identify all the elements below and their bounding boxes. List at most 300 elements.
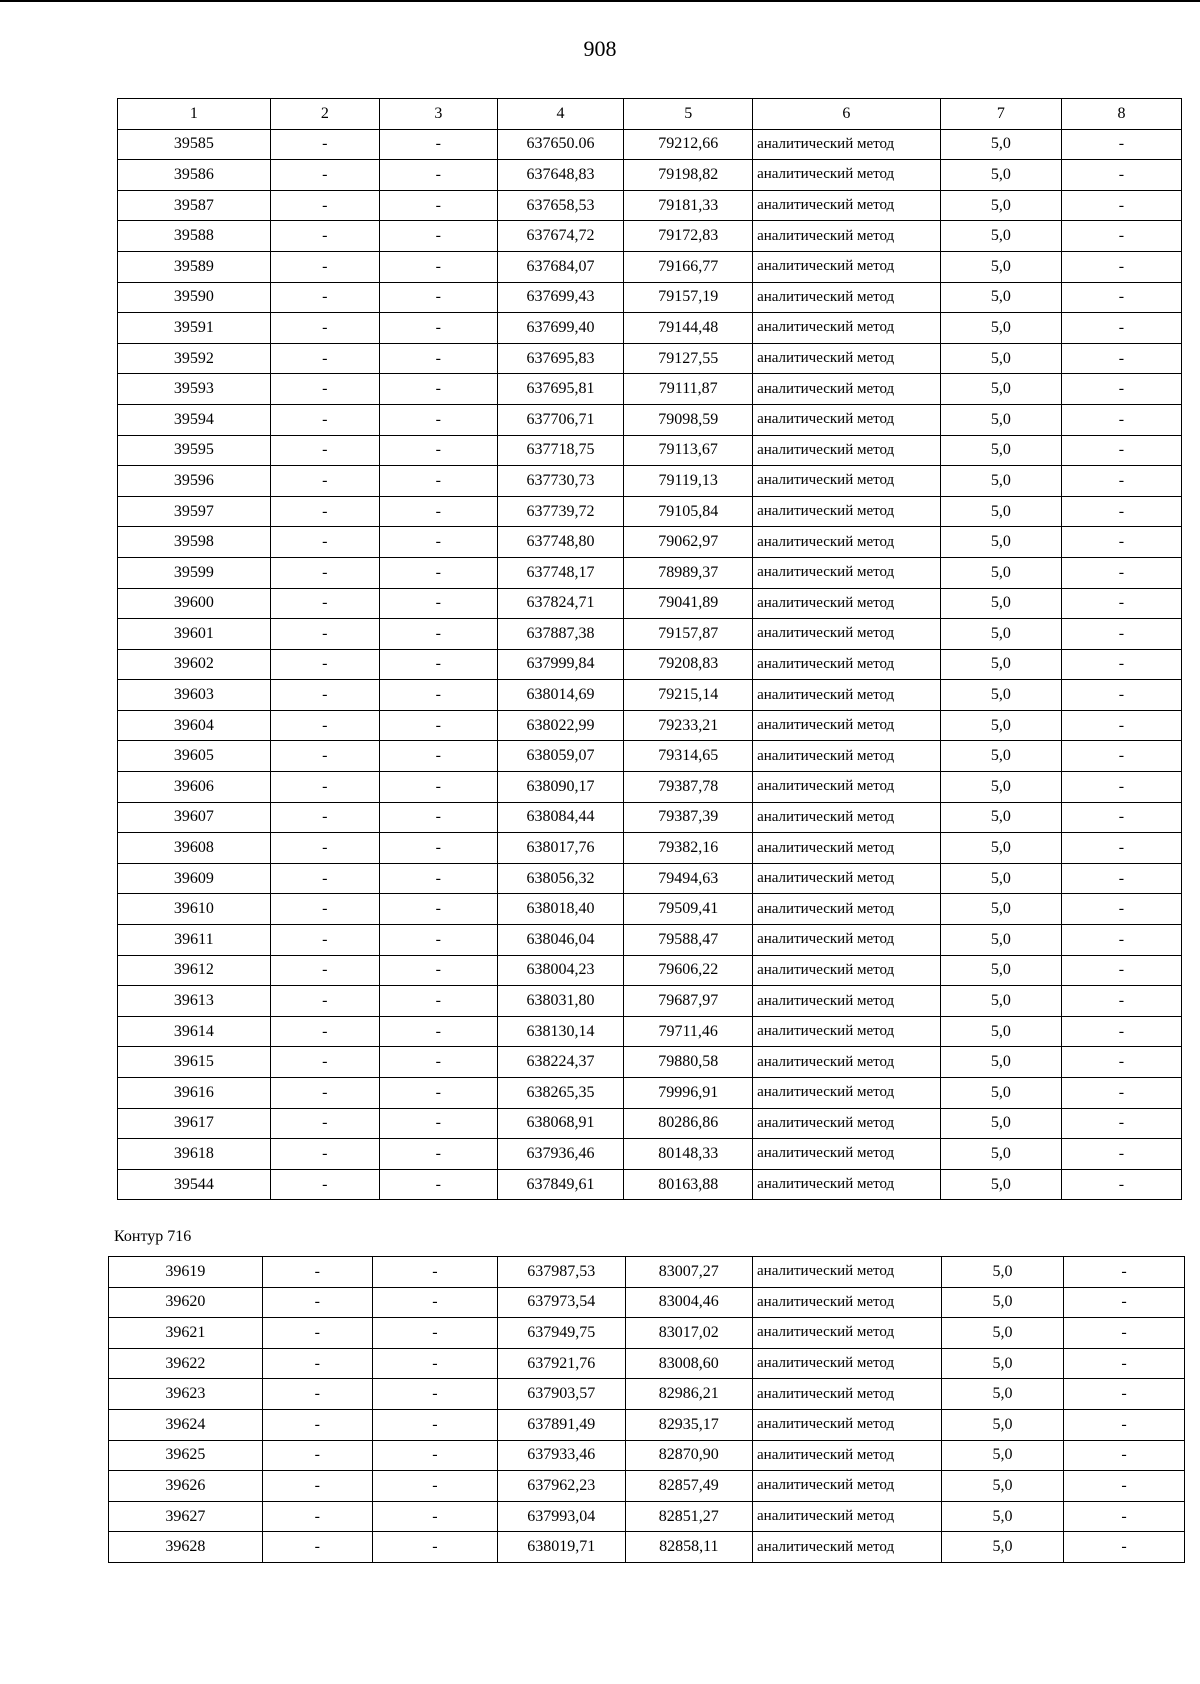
col-8-cell: - <box>1061 435 1181 466</box>
point-number-cell: 39602 <box>118 649 271 680</box>
point-number-cell: 39599 <box>118 557 271 588</box>
col-2-cell: - <box>270 343 379 374</box>
col-8-cell: - <box>1061 772 1181 803</box>
col-3-cell: - <box>379 955 497 986</box>
table-row <box>118 221 1182 252</box>
col-3-cell: - <box>379 251 497 282</box>
point-number-cell: 39621 <box>109 1318 263 1349</box>
table-row <box>109 1471 1185 1502</box>
x-coordinate-cell: 638004,23 <box>497 955 624 986</box>
col-3-cell: - <box>379 404 497 435</box>
y-coordinate-cell: 83008,60 <box>625 1348 752 1379</box>
col-3-cell: - <box>379 863 497 894</box>
col-2-cell: - <box>270 863 379 894</box>
point-number-cell: 39594 <box>118 404 271 435</box>
y-coordinate-cell: 79157,87 <box>624 619 753 650</box>
col-3-cell: - <box>379 741 497 772</box>
table-row <box>118 190 1182 221</box>
col-8-cell: - <box>1061 129 1181 160</box>
col-3-cell: - <box>379 1047 497 1078</box>
col-3-cell: - <box>379 282 497 313</box>
table-row <box>118 1169 1182 1200</box>
accuracy-cell: 5,0 <box>940 313 1061 344</box>
y-coordinate-cell: 79215,14 <box>624 680 753 711</box>
x-coordinate-cell: 637933,46 <box>498 1440 625 1471</box>
x-coordinate-cell: 637648,83 <box>497 160 624 191</box>
y-coordinate-cell: 80286,86 <box>624 1108 753 1139</box>
method-cell: аналитический метод <box>753 1047 941 1078</box>
table-row <box>118 1139 1182 1170</box>
method-cell: аналитический метод <box>753 925 941 956</box>
y-coordinate-cell: 79606,22 <box>624 955 753 986</box>
col-8-cell: - <box>1061 466 1181 497</box>
accuracy-cell: 5,0 <box>940 496 1061 527</box>
col-2-cell: - <box>270 1078 379 1109</box>
col-3-cell: - <box>379 374 497 405</box>
col-8-cell: - <box>1061 925 1181 956</box>
table-row <box>109 1440 1185 1471</box>
point-number-cell: 39604 <box>118 710 271 741</box>
table-row <box>109 1409 1185 1440</box>
x-coordinate-cell: 637824,71 <box>497 588 624 619</box>
col-3-cell: - <box>379 160 497 191</box>
x-coordinate-cell: 637987,53 <box>498 1257 625 1288</box>
col-3-cell: - <box>372 1440 497 1471</box>
accuracy-cell: 5,0 <box>940 160 1061 191</box>
col-3-cell: - <box>379 1078 497 1109</box>
x-coordinate-cell: 637887,38 <box>497 619 624 650</box>
point-number-cell: 39596 <box>118 466 271 497</box>
x-coordinate-cell: 637695,83 <box>497 343 624 374</box>
col-2-cell: - <box>270 374 379 405</box>
method-cell: аналитический метод <box>753 1379 942 1410</box>
accuracy-cell: 5,0 <box>940 1078 1061 1109</box>
page-top-border <box>0 0 1200 2</box>
x-coordinate-cell: 638017,76 <box>497 833 624 864</box>
point-number-cell: 39591 <box>118 313 271 344</box>
accuracy-cell: 5,0 <box>940 649 1061 680</box>
accuracy-cell: 5,0 <box>940 863 1061 894</box>
col-8-cell: - <box>1061 680 1181 711</box>
table-row <box>118 129 1182 160</box>
point-number-cell: 39586 <box>118 160 271 191</box>
method-cell: аналитический метод <box>753 221 941 252</box>
accuracy-cell: 5,0 <box>940 772 1061 803</box>
method-cell: аналитический метод <box>753 343 941 374</box>
x-coordinate-cell: 637973,54 <box>498 1287 625 1318</box>
method-cell: аналитический метод <box>753 1169 941 1200</box>
col-8-cell: - <box>1064 1501 1185 1532</box>
accuracy-cell: 5,0 <box>940 1169 1061 1200</box>
x-coordinate-cell: 637650.06 <box>497 129 624 160</box>
coordinates-table <box>117 98 1182 1200</box>
point-number-cell: 39585 <box>118 129 271 160</box>
col-3-cell: - <box>379 772 497 803</box>
col-8-cell: - <box>1061 374 1181 405</box>
method-cell: аналитический метод <box>753 160 941 191</box>
method-cell: аналитический метод <box>753 1318 942 1349</box>
accuracy-cell: 5,0 <box>942 1287 1064 1318</box>
column-header: 8 <box>1061 99 1181 130</box>
col-2-cell: - <box>270 190 379 221</box>
y-coordinate-cell: 79041,89 <box>624 588 753 619</box>
accuracy-cell: 5,0 <box>942 1348 1064 1379</box>
y-coordinate-cell: 79996,91 <box>624 1078 753 1109</box>
x-coordinate-cell: 638022,99 <box>497 710 624 741</box>
x-coordinate-cell: 637891,49 <box>498 1409 625 1440</box>
col-2-cell: - <box>262 1471 372 1502</box>
y-coordinate-cell: 79588,47 <box>624 925 753 956</box>
point-number-cell: 39619 <box>109 1257 263 1288</box>
point-number-cell: 39616 <box>118 1078 271 1109</box>
y-coordinate-cell: 79113,67 <box>624 435 753 466</box>
point-number-cell: 39622 <box>109 1348 263 1379</box>
col-8-cell: - <box>1061 649 1181 680</box>
col-2-cell: - <box>262 1379 372 1410</box>
column-header: 4 <box>497 99 624 130</box>
method-cell: аналитический метод <box>753 710 941 741</box>
col-8-cell: - <box>1064 1287 1185 1318</box>
method-cell: аналитический метод <box>753 894 941 925</box>
column-header: 3 <box>379 99 497 130</box>
col-2-cell: - <box>262 1440 372 1471</box>
point-number-cell: 39598 <box>118 527 271 558</box>
y-coordinate-cell: 78989,37 <box>624 557 753 588</box>
x-coordinate-cell: 637962,23 <box>498 1471 625 1502</box>
col-3-cell: - <box>379 1016 497 1047</box>
point-number-cell: 39600 <box>118 588 271 619</box>
x-coordinate-cell: 637739,72 <box>497 496 624 527</box>
table-row <box>118 1078 1182 1109</box>
x-coordinate-cell: 637921,76 <box>498 1348 625 1379</box>
col-2-cell: - <box>270 282 379 313</box>
col-3-cell: - <box>379 221 497 252</box>
x-coordinate-cell: 637936,46 <box>497 1139 624 1170</box>
table-row <box>118 160 1182 191</box>
point-number-cell: 39611 <box>118 925 271 956</box>
x-coordinate-cell: 638046,04 <box>497 925 624 956</box>
table-row <box>118 1016 1182 1047</box>
col-2-cell: - <box>270 527 379 558</box>
point-number-cell: 39606 <box>118 772 271 803</box>
point-number-cell: 39601 <box>118 619 271 650</box>
col-3-cell: - <box>379 466 497 497</box>
y-coordinate-cell: 82851,27 <box>625 1501 752 1532</box>
table-row <box>118 741 1182 772</box>
table-row <box>118 772 1182 803</box>
col-2-cell: - <box>262 1348 372 1379</box>
method-cell: аналитический метод <box>753 313 941 344</box>
col-8-cell: - <box>1061 1108 1181 1139</box>
method-cell: аналитический метод <box>753 190 941 221</box>
col-8-cell: - <box>1064 1409 1185 1440</box>
col-3-cell: - <box>372 1501 497 1532</box>
col-8-cell: - <box>1064 1532 1185 1563</box>
table-row <box>118 1047 1182 1078</box>
method-cell: аналитический метод <box>753 588 941 619</box>
accuracy-cell: 5,0 <box>940 955 1061 986</box>
col-3-cell: - <box>379 649 497 680</box>
table-row <box>109 1257 1185 1288</box>
column-header: 1 <box>118 99 271 130</box>
col-8-cell: - <box>1064 1440 1185 1471</box>
point-number-cell: 39544 <box>118 1169 271 1200</box>
col-8-cell: - <box>1064 1348 1185 1379</box>
col-8-cell: - <box>1061 527 1181 558</box>
col-2-cell: - <box>270 221 379 252</box>
point-number-cell: 39595 <box>118 435 271 466</box>
method-cell: аналитический метод <box>753 1440 942 1471</box>
x-coordinate-cell: 637949,75 <box>498 1318 625 1349</box>
y-coordinate-cell: 79509,41 <box>624 894 753 925</box>
method-cell: аналитический метод <box>753 374 941 405</box>
col-2-cell: - <box>270 435 379 466</box>
method-cell: аналитический метод <box>753 129 941 160</box>
accuracy-cell: 5,0 <box>940 190 1061 221</box>
method-cell: аналитический метод <box>753 986 941 1017</box>
col-3-cell: - <box>379 343 497 374</box>
x-coordinate-cell: 637903,57 <box>498 1379 625 1410</box>
col-2-cell: - <box>270 496 379 527</box>
col-3-cell: - <box>379 1108 497 1139</box>
col-2-cell: - <box>262 1532 372 1563</box>
accuracy-cell: 5,0 <box>940 221 1061 252</box>
method-cell: аналитический метод <box>753 1139 941 1170</box>
col-8-cell: - <box>1061 588 1181 619</box>
y-coordinate-cell: 79127,55 <box>624 343 753 374</box>
table-row <box>118 894 1182 925</box>
point-number-cell: 39608 <box>118 833 271 864</box>
col-3-cell: - <box>379 986 497 1017</box>
x-coordinate-cell: 638018,40 <box>497 894 624 925</box>
col-8-cell: - <box>1061 863 1181 894</box>
point-number-cell: 39605 <box>118 741 271 772</box>
method-cell: аналитический метод <box>753 833 941 864</box>
col-3-cell: - <box>379 557 497 588</box>
method-cell: аналитический метод <box>753 741 941 772</box>
x-coordinate-cell: 637730,73 <box>497 466 624 497</box>
col-3-cell: - <box>379 435 497 466</box>
x-coordinate-cell: 637658,53 <box>497 190 624 221</box>
accuracy-cell: 5,0 <box>940 802 1061 833</box>
col-2-cell: - <box>270 741 379 772</box>
col-2-cell: - <box>270 251 379 282</box>
method-cell: аналитический метод <box>753 1471 942 1502</box>
y-coordinate-cell: 79062,97 <box>624 527 753 558</box>
contour-label: Контур 716 <box>114 1228 192 1245</box>
col-2-cell: - <box>262 1318 372 1349</box>
accuracy-cell: 5,0 <box>940 404 1061 435</box>
x-coordinate-cell: 638224,37 <box>497 1047 624 1078</box>
table-row <box>118 374 1182 405</box>
col-8-cell: - <box>1061 833 1181 864</box>
col-2-cell: - <box>270 466 379 497</box>
col-8-cell: - <box>1061 160 1181 191</box>
point-number-cell: 39603 <box>118 680 271 711</box>
method-cell: аналитический метод <box>753 1016 941 1047</box>
accuracy-cell: 5,0 <box>940 435 1061 466</box>
col-2-cell: - <box>270 588 379 619</box>
y-coordinate-cell: 79387,39 <box>624 802 753 833</box>
table-row <box>118 802 1182 833</box>
table-row <box>118 833 1182 864</box>
y-coordinate-cell: 79198,82 <box>624 160 753 191</box>
accuracy-cell: 5,0 <box>940 282 1061 313</box>
col-3-cell: - <box>379 1169 497 1200</box>
y-coordinate-cell: 79494,63 <box>624 863 753 894</box>
accuracy-cell: 5,0 <box>942 1471 1064 1502</box>
table-row <box>118 251 1182 282</box>
y-coordinate-cell: 82858,11 <box>625 1532 752 1563</box>
point-number-cell: 39628 <box>109 1532 263 1563</box>
point-number-cell: 39609 <box>118 863 271 894</box>
col-2-cell: - <box>262 1501 372 1532</box>
col-8-cell: - <box>1064 1257 1185 1288</box>
x-coordinate-cell: 638059,07 <box>497 741 624 772</box>
col-8-cell: - <box>1061 710 1181 741</box>
table-row <box>118 466 1182 497</box>
method-cell: аналитический метод <box>753 404 941 435</box>
col-8-cell: - <box>1061 1139 1181 1170</box>
method-cell: аналитический метод <box>753 1409 942 1440</box>
y-coordinate-cell: 82986,21 <box>625 1379 752 1410</box>
y-coordinate-cell: 79387,78 <box>624 772 753 803</box>
table-row <box>118 527 1182 558</box>
point-number-cell: 39627 <box>109 1501 263 1532</box>
y-coordinate-cell: 79144,48 <box>624 313 753 344</box>
col-8-cell: - <box>1061 741 1181 772</box>
table-row <box>118 1108 1182 1139</box>
table-row <box>118 710 1182 741</box>
point-number-cell: 39615 <box>118 1047 271 1078</box>
col-8-cell: - <box>1061 282 1181 313</box>
method-cell: аналитический метод <box>753 1078 941 1109</box>
method-cell: аналитический метод <box>753 466 941 497</box>
col-8-cell: - <box>1061 404 1181 435</box>
y-coordinate-cell: 79166,77 <box>624 251 753 282</box>
accuracy-cell: 5,0 <box>940 557 1061 588</box>
accuracy-cell: 5,0 <box>940 833 1061 864</box>
x-coordinate-cell: 638019,71 <box>498 1532 625 1563</box>
header-row <box>118 99 1182 130</box>
method-cell: аналитический метод <box>753 1287 942 1318</box>
col-8-cell: - <box>1061 619 1181 650</box>
y-coordinate-cell: 79157,19 <box>624 282 753 313</box>
method-cell: аналитический метод <box>753 435 941 466</box>
col-2-cell: - <box>262 1409 372 1440</box>
col-3-cell: - <box>379 588 497 619</box>
accuracy-cell: 5,0 <box>942 1440 1064 1471</box>
table-row <box>118 986 1182 1017</box>
table-row <box>118 925 1182 956</box>
accuracy-cell: 5,0 <box>940 466 1061 497</box>
accuracy-cell: 5,0 <box>940 710 1061 741</box>
accuracy-cell: 5,0 <box>940 619 1061 650</box>
col-2-cell: - <box>270 404 379 435</box>
col-2-cell: - <box>270 772 379 803</box>
col-8-cell: - <box>1061 1016 1181 1047</box>
contour-716-table <box>108 1256 1185 1563</box>
col-8-cell: - <box>1064 1379 1185 1410</box>
table-row <box>118 313 1182 344</box>
accuracy-cell: 5,0 <box>940 680 1061 711</box>
y-coordinate-cell: 82857,49 <box>625 1471 752 1502</box>
point-number-cell: 39592 <box>118 343 271 374</box>
table-row <box>118 588 1182 619</box>
y-coordinate-cell: 79181,33 <box>624 190 753 221</box>
col-8-cell: - <box>1061 313 1181 344</box>
method-cell: аналитический метод <box>753 1532 942 1563</box>
col-3-cell: - <box>379 129 497 160</box>
col-2-cell: - <box>270 1169 379 1200</box>
col-2-cell: - <box>270 557 379 588</box>
accuracy-cell: 5,0 <box>942 1257 1064 1288</box>
method-cell: аналитический метод <box>753 527 941 558</box>
col-8-cell: - <box>1061 894 1181 925</box>
col-8-cell: - <box>1061 251 1181 282</box>
accuracy-cell: 5,0 <box>940 1108 1061 1139</box>
accuracy-cell: 5,0 <box>940 1016 1061 1047</box>
method-cell: аналитический метод <box>753 251 941 282</box>
y-coordinate-cell: 79119,13 <box>624 466 753 497</box>
col-2-cell: - <box>262 1287 372 1318</box>
col-3-cell: - <box>379 619 497 650</box>
accuracy-cell: 5,0 <box>940 1139 1061 1170</box>
col-3-cell: - <box>379 833 497 864</box>
accuracy-cell: 5,0 <box>940 527 1061 558</box>
table-row <box>118 955 1182 986</box>
col-2-cell: - <box>270 925 379 956</box>
col-3-cell: - <box>372 1379 497 1410</box>
col-2-cell: - <box>270 986 379 1017</box>
col-2-cell: - <box>270 710 379 741</box>
col-2-cell: - <box>270 313 379 344</box>
table-row <box>118 282 1182 313</box>
x-coordinate-cell: 637849,61 <box>497 1169 624 1200</box>
col-8-cell: - <box>1064 1318 1185 1349</box>
col-3-cell: - <box>379 313 497 344</box>
col-3-cell: - <box>379 680 497 711</box>
y-coordinate-cell: 79314,65 <box>624 741 753 772</box>
col-8-cell: - <box>1064 1471 1185 1502</box>
table-row <box>109 1287 1185 1318</box>
table-row <box>118 680 1182 711</box>
col-2-cell: - <box>270 129 379 160</box>
accuracy-cell: 5,0 <box>942 1379 1064 1410</box>
table-row <box>118 435 1182 466</box>
point-number-cell: 39597 <box>118 496 271 527</box>
point-number-cell: 39587 <box>118 190 271 221</box>
point-number-cell: 39589 <box>118 251 271 282</box>
method-cell: аналитический метод <box>753 772 941 803</box>
col-8-cell: - <box>1061 986 1181 1017</box>
method-cell: аналитический метод <box>753 557 941 588</box>
col-2-cell: - <box>270 1016 379 1047</box>
col-2-cell: - <box>270 680 379 711</box>
y-coordinate-cell: 79233,21 <box>624 710 753 741</box>
column-header: 2 <box>270 99 379 130</box>
col-2-cell: - <box>270 1108 379 1139</box>
accuracy-cell: 5,0 <box>940 894 1061 925</box>
table-row <box>109 1501 1185 1532</box>
accuracy-cell: 5,0 <box>940 1047 1061 1078</box>
y-coordinate-cell: 82935,17 <box>625 1409 752 1440</box>
point-number-cell: 39625 <box>109 1440 263 1471</box>
col-2-cell: - <box>270 802 379 833</box>
col-2-cell: - <box>262 1257 372 1288</box>
accuracy-cell: 5,0 <box>940 741 1061 772</box>
column-header: 5 <box>624 99 753 130</box>
